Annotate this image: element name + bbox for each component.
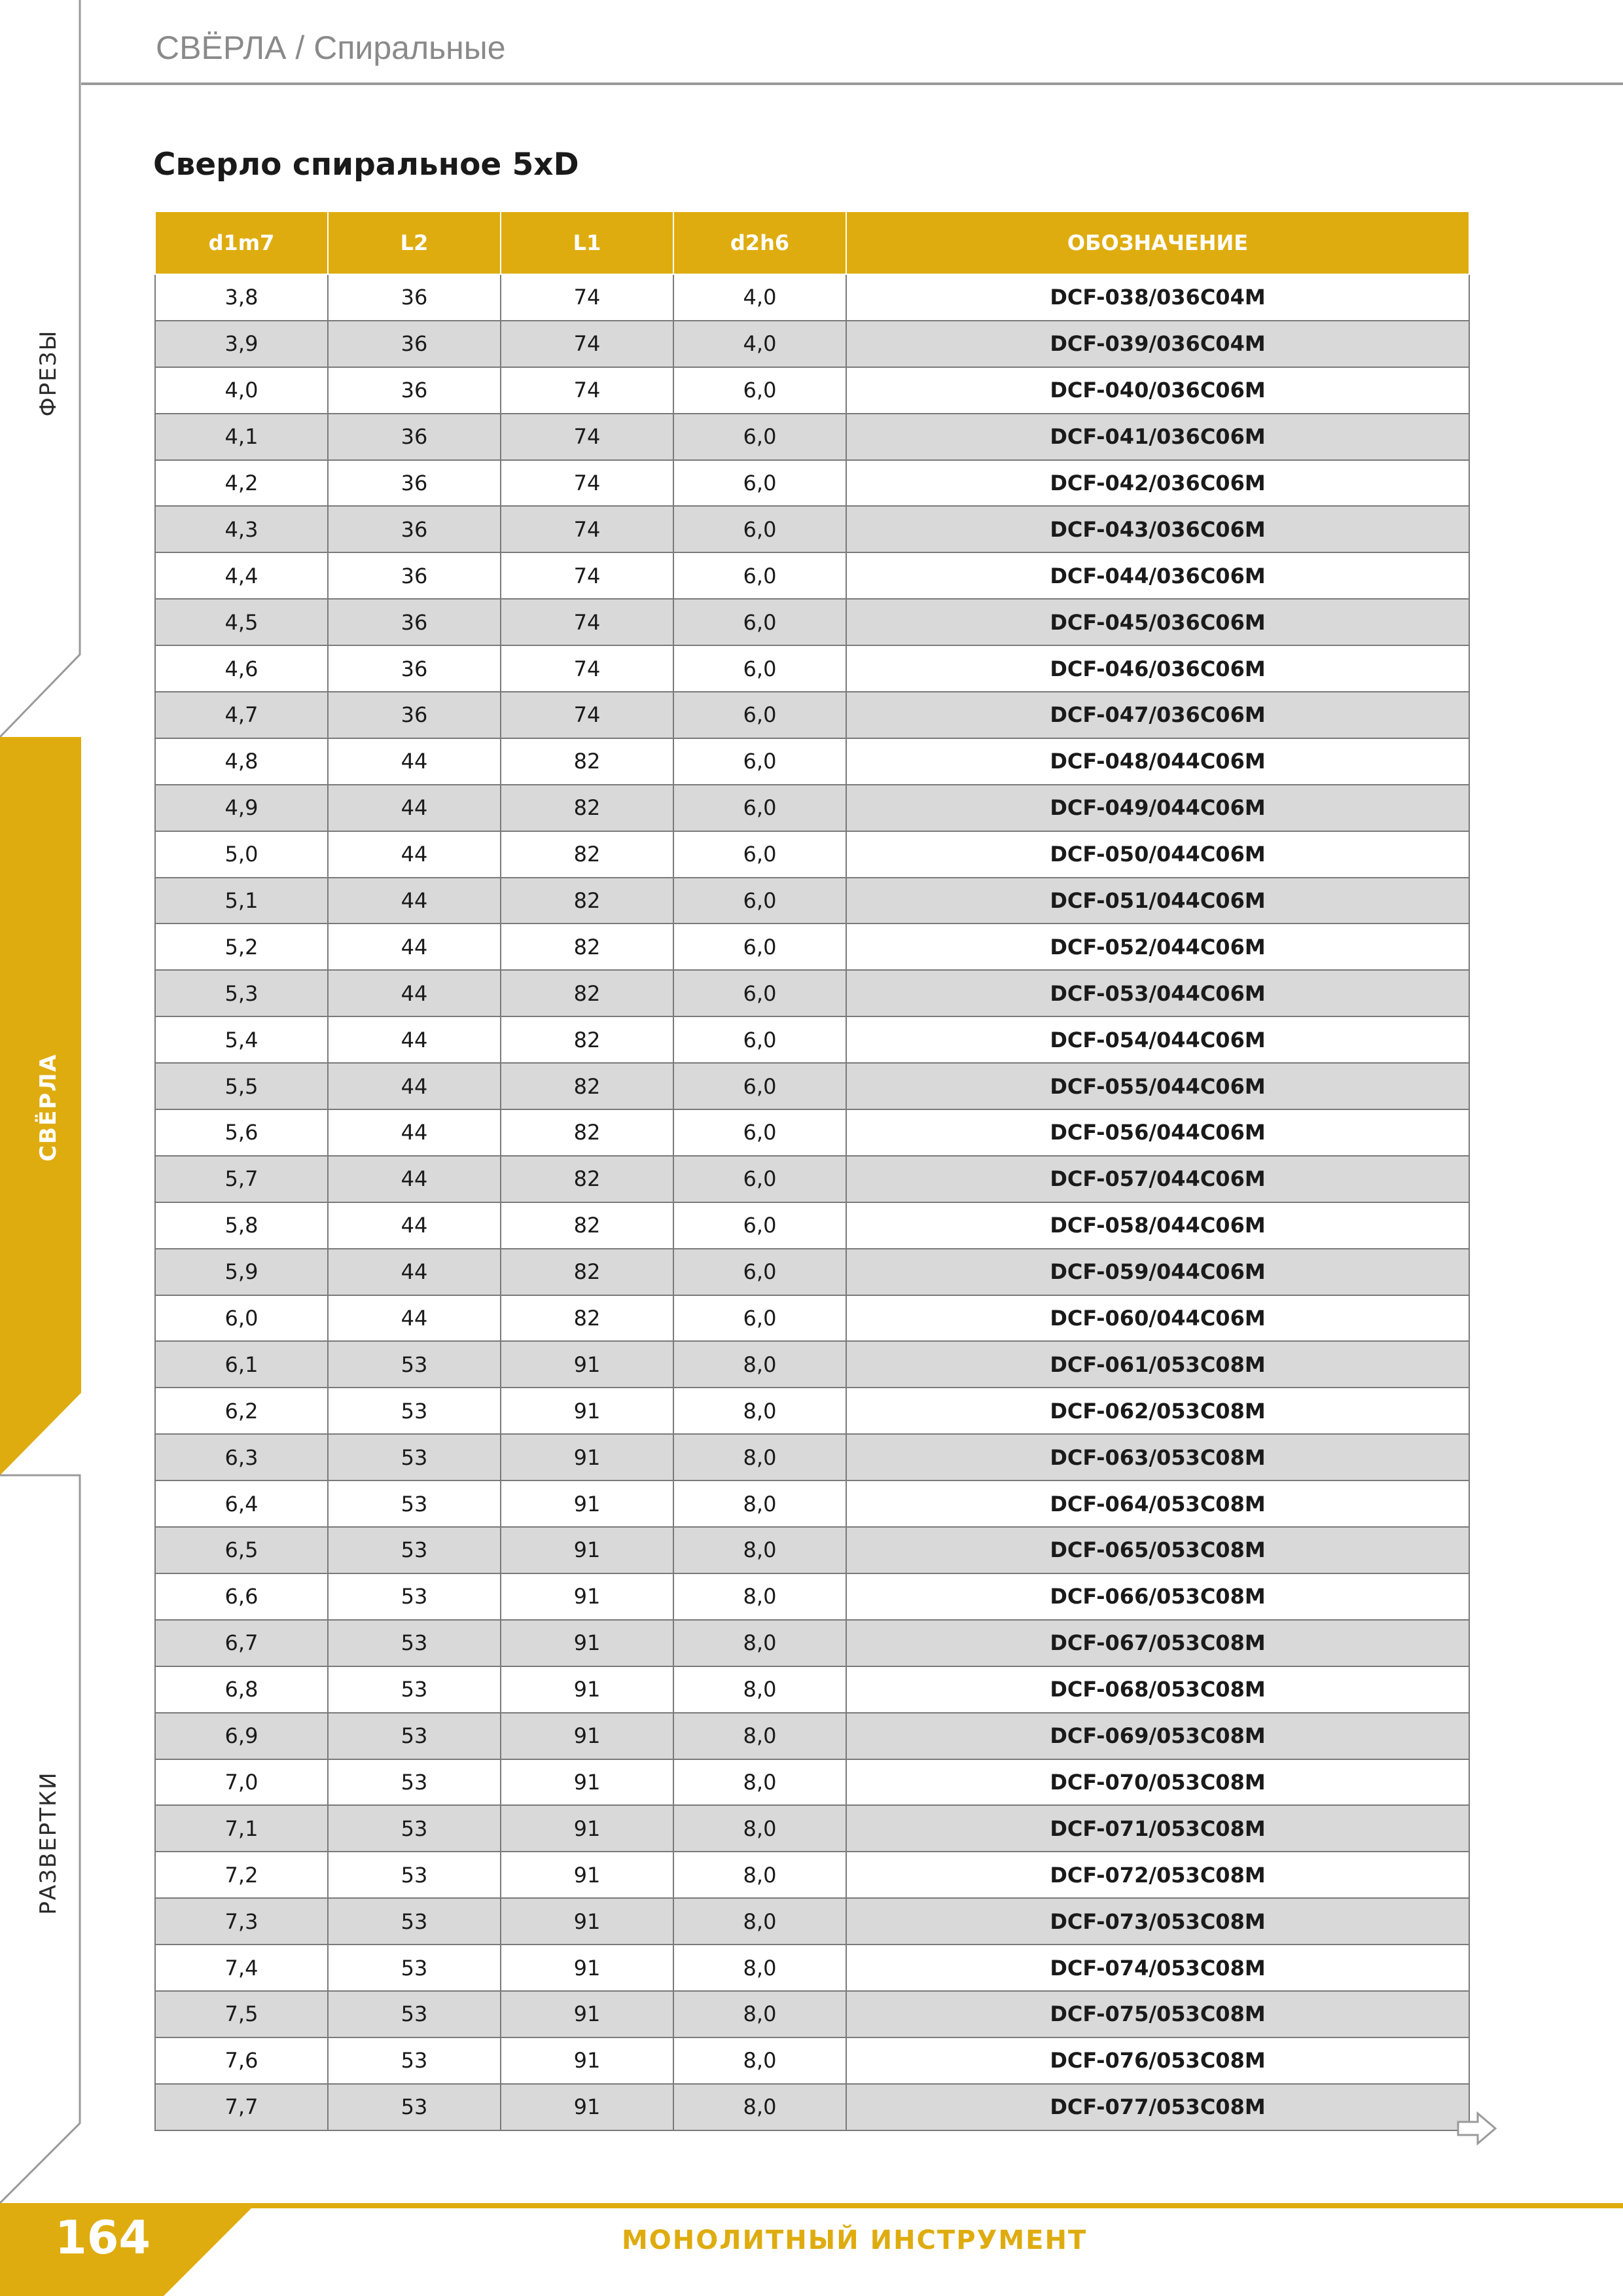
cell-l2: 53 xyxy=(328,1898,501,1945)
cell-d1m7: 5,2 xyxy=(155,924,328,970)
cell-d1m7: 4,7 xyxy=(155,692,328,738)
cell-l1: 82 xyxy=(501,1295,673,1342)
cell-designation: DCF-058/044C06M xyxy=(846,1202,1469,1249)
cell-l1: 82 xyxy=(501,1202,673,1249)
cell-d1m7: 5,0 xyxy=(155,831,328,878)
cell-designation: DCF-063/053C08M xyxy=(846,1434,1469,1480)
table-row xyxy=(155,645,1469,692)
sidebar-tab-sverla[interactable]: СВЁРЛА xyxy=(35,1053,62,1162)
table-row xyxy=(155,1063,1469,1109)
cell-l1: 91 xyxy=(501,1666,673,1713)
cell-l2: 36 xyxy=(328,506,501,552)
table-row xyxy=(155,1295,1469,1342)
cell-d2h6: 8,0 xyxy=(673,2037,846,2084)
table-row xyxy=(155,1109,1469,1156)
cell-l1: 82 xyxy=(501,738,673,785)
cell-d2h6: 4,0 xyxy=(673,321,846,367)
table-row xyxy=(155,1805,1469,1852)
header-divider xyxy=(81,82,1623,85)
cell-designation: DCF-056/044C06M xyxy=(846,1109,1469,1156)
cell-d2h6: 6,0 xyxy=(673,738,846,785)
cell-d2h6: 8,0 xyxy=(673,1713,846,1759)
cell-designation: DCF-067/053C08M xyxy=(846,1620,1469,1666)
cell-l1: 82 xyxy=(501,1249,673,1295)
cell-designation: DCF-047/036C06M xyxy=(846,692,1469,738)
cell-designation: DCF-038/036C04M xyxy=(846,274,1469,321)
breadcrumb: СВЁРЛА / Спиральные xyxy=(156,29,506,66)
cell-l1: 74 xyxy=(501,367,673,414)
cell-d2h6: 6,0 xyxy=(673,599,846,645)
cell-l2: 36 xyxy=(328,274,501,321)
cell-designation: DCF-046/036C06M xyxy=(846,645,1469,692)
table-row xyxy=(155,1852,1469,1898)
cell-l1: 91 xyxy=(501,1805,673,1852)
cell-d2h6: 8,0 xyxy=(673,1945,846,1991)
cell-d2h6: 6,0 xyxy=(673,1156,846,1202)
cell-d1m7: 5,7 xyxy=(155,1156,328,1202)
cell-d2h6: 8,0 xyxy=(673,1573,846,1620)
page-number: 164 xyxy=(55,2211,151,2265)
table-row xyxy=(155,1527,1469,1573)
table-row xyxy=(155,506,1469,552)
table-row xyxy=(155,831,1469,878)
cell-d2h6: 6,0 xyxy=(673,1063,846,1109)
cell-l1: 74 xyxy=(501,274,673,321)
cell-designation: DCF-055/044C06M xyxy=(846,1063,1469,1109)
cell-l2: 53 xyxy=(328,1573,501,1620)
table-row xyxy=(155,2084,1469,2130)
cell-l2: 53 xyxy=(328,1480,501,1527)
cell-l1: 91 xyxy=(501,1713,673,1759)
column-header-d1m7: d1m7 xyxy=(155,211,328,274)
cell-l2: 53 xyxy=(328,1527,501,1573)
cell-l1: 91 xyxy=(501,1898,673,1945)
cell-l2: 44 xyxy=(328,1295,501,1342)
cell-l2: 44 xyxy=(328,1202,501,1249)
cell-l1: 91 xyxy=(501,1527,673,1573)
cell-l1: 91 xyxy=(501,1434,673,1480)
cell-l1: 91 xyxy=(501,1620,673,1666)
cell-d1m7: 4,4 xyxy=(155,552,328,599)
table-row xyxy=(155,274,1469,321)
cell-l1: 74 xyxy=(501,599,673,645)
cell-designation: DCF-074/053C08M xyxy=(846,1945,1469,1991)
cell-l2: 53 xyxy=(328,1991,501,2037)
cell-d2h6: 6,0 xyxy=(673,1109,846,1156)
cell-d1m7: 4,8 xyxy=(155,738,328,785)
cell-l1: 74 xyxy=(501,414,673,460)
cell-d2h6: 6,0 xyxy=(673,970,846,1016)
table-row xyxy=(155,552,1469,599)
cell-designation: DCF-070/053C08M xyxy=(846,1759,1469,1806)
cell-l2: 44 xyxy=(328,785,501,831)
table-row xyxy=(155,1945,1469,1991)
cell-l2: 44 xyxy=(328,924,501,970)
cell-d2h6: 8,0 xyxy=(673,1620,846,1666)
cell-l2: 53 xyxy=(328,1341,501,1388)
cell-d1m7: 7,7 xyxy=(155,2084,328,2130)
cell-l1: 91 xyxy=(501,1388,673,1434)
column-header-d2h6: d2h6 xyxy=(673,211,846,274)
cell-designation: DCF-072/053C08M xyxy=(846,1852,1469,1898)
cell-l1: 74 xyxy=(501,552,673,599)
cell-l2: 36 xyxy=(328,599,501,645)
cell-d2h6: 8,0 xyxy=(673,1759,846,1806)
cell-d1m7: 4,1 xyxy=(155,414,328,460)
cell-d1m7: 4,6 xyxy=(155,645,328,692)
cell-d1m7: 7,5 xyxy=(155,1991,328,2037)
table-row xyxy=(155,924,1469,970)
cell-designation: DCF-051/044C06M xyxy=(846,878,1469,924)
cell-d1m7: 3,8 xyxy=(155,274,328,321)
cell-d2h6: 6,0 xyxy=(673,552,846,599)
cell-d2h6: 6,0 xyxy=(673,506,846,552)
cell-l1: 82 xyxy=(501,924,673,970)
cell-l2: 53 xyxy=(328,1713,501,1759)
table-row xyxy=(155,1249,1469,1295)
cell-designation: DCF-068/053C08M xyxy=(846,1666,1469,1713)
cell-l2: 36 xyxy=(328,414,501,460)
table-row xyxy=(155,1341,1469,1388)
cell-designation: DCF-054/044C06M xyxy=(846,1016,1469,1063)
cell-l2: 44 xyxy=(328,738,501,785)
cell-designation: DCF-040/036C06M xyxy=(846,367,1469,414)
cell-d1m7: 6,7 xyxy=(155,1620,328,1666)
cell-d2h6: 6,0 xyxy=(673,645,846,692)
cell-d1m7: 4,9 xyxy=(155,785,328,831)
table-row xyxy=(155,878,1469,924)
cell-d2h6: 8,0 xyxy=(673,1434,846,1480)
cell-l2: 53 xyxy=(328,1434,501,1480)
cell-l1: 82 xyxy=(501,1063,673,1109)
cell-d1m7: 6,9 xyxy=(155,1713,328,1759)
cell-l1: 91 xyxy=(501,1341,673,1388)
cell-designation: DCF-045/036C06M xyxy=(846,599,1469,645)
cell-d2h6: 6,0 xyxy=(673,831,846,878)
sidebar-tab-razvertki[interactable]: РАЗВЕРТКИ xyxy=(35,1771,62,1915)
cell-l2: 53 xyxy=(328,1805,501,1852)
sidebar-tab-frezy[interactable]: ФРЕЗЫ xyxy=(35,329,62,417)
cell-l1: 82 xyxy=(501,831,673,878)
cell-l2: 36 xyxy=(328,460,501,507)
cell-d1m7: 7,0 xyxy=(155,1759,328,1806)
cell-l1: 82 xyxy=(501,878,673,924)
spec-table xyxy=(154,211,1470,2131)
cell-l2: 53 xyxy=(328,2037,501,2084)
cell-d1m7: 4,2 xyxy=(155,460,328,507)
cell-d1m7: 4,5 xyxy=(155,599,328,645)
cell-l2: 53 xyxy=(328,1388,501,1434)
cell-designation: DCF-057/044C06M xyxy=(846,1156,1469,1202)
cell-designation: DCF-042/036C06M xyxy=(846,460,1469,507)
cell-designation: DCF-049/044C06M xyxy=(846,785,1469,831)
cell-d1m7: 5,6 xyxy=(155,1109,328,1156)
table-row xyxy=(155,1202,1469,1249)
cell-d1m7: 4,3 xyxy=(155,506,328,552)
cell-l1: 74 xyxy=(501,692,673,738)
cell-l2: 44 xyxy=(328,1016,501,1063)
cell-d1m7: 5,4 xyxy=(155,1016,328,1063)
cell-d1m7: 6,5 xyxy=(155,1527,328,1573)
cell-l1: 91 xyxy=(501,1573,673,1620)
cell-d2h6: 6,0 xyxy=(673,367,846,414)
cell-designation: DCF-059/044C06M xyxy=(846,1249,1469,1295)
table-row xyxy=(155,1991,1469,2037)
column-header-designation: ОБОЗНАЧЕНИЕ xyxy=(846,211,1469,274)
cell-d2h6: 6,0 xyxy=(673,1249,846,1295)
cell-d1m7: 6,6 xyxy=(155,1573,328,1620)
table-row xyxy=(155,1573,1469,1620)
cell-d1m7: 5,3 xyxy=(155,970,328,1016)
cell-d2h6: 8,0 xyxy=(673,1341,846,1388)
cell-d2h6: 6,0 xyxy=(673,1295,846,1342)
table-row xyxy=(155,599,1469,645)
cell-designation: DCF-039/036C04M xyxy=(846,321,1469,367)
cell-d2h6: 6,0 xyxy=(673,785,846,831)
cell-d2h6: 8,0 xyxy=(673,2084,846,2130)
cell-designation: DCF-076/053C08M xyxy=(846,2037,1469,2084)
cell-designation: DCF-060/044C06M xyxy=(846,1295,1469,1342)
cell-l1: 82 xyxy=(501,1156,673,1202)
cell-d1m7: 5,8 xyxy=(155,1202,328,1249)
cell-l2: 44 xyxy=(328,1109,501,1156)
cell-designation: DCF-041/036C06M xyxy=(846,414,1469,460)
cell-designation: DCF-048/044C06M xyxy=(846,738,1469,785)
cell-designation: DCF-050/044C06M xyxy=(846,831,1469,878)
cell-d1m7: 7,1 xyxy=(155,1805,328,1852)
cell-d1m7: 7,2 xyxy=(155,1852,328,1898)
cell-d1m7: 6,4 xyxy=(155,1480,328,1527)
cell-designation: DCF-053/044C06M xyxy=(846,970,1469,1016)
cell-l1: 74 xyxy=(501,321,673,367)
cell-d1m7: 5,1 xyxy=(155,878,328,924)
footer-caption: МОНОЛИТНЫЙ ИНСТРУМЕНТ xyxy=(622,2225,1088,2255)
cell-designation: DCF-061/053C08M xyxy=(846,1341,1469,1388)
cell-l2: 36 xyxy=(328,692,501,738)
cell-d1m7: 7,6 xyxy=(155,2037,328,2084)
cell-designation: DCF-071/053C08M xyxy=(846,1805,1469,1852)
cell-l2: 36 xyxy=(328,321,501,367)
cell-l1: 82 xyxy=(501,785,673,831)
cell-l2: 53 xyxy=(328,1759,501,1806)
table-row xyxy=(155,970,1469,1016)
cell-designation: DCF-069/053C08M xyxy=(846,1713,1469,1759)
table-header-row xyxy=(155,211,1469,274)
cell-designation: DCF-077/053C08M xyxy=(846,2084,1469,2130)
cell-d1m7: 6,8 xyxy=(155,1666,328,1713)
cell-l2: 53 xyxy=(328,1620,501,1666)
cell-designation: DCF-052/044C06M xyxy=(846,924,1469,970)
table-row xyxy=(155,738,1469,785)
cell-d2h6: 6,0 xyxy=(673,1016,846,1063)
table-row xyxy=(155,367,1469,414)
cell-l2: 44 xyxy=(328,831,501,878)
table-row xyxy=(155,1156,1469,1202)
cell-d1m7: 7,4 xyxy=(155,1945,328,1991)
cell-d2h6: 8,0 xyxy=(673,1666,846,1713)
cell-d2h6: 6,0 xyxy=(673,878,846,924)
cell-l2: 36 xyxy=(328,552,501,599)
cell-l1: 91 xyxy=(501,2084,673,2130)
cell-l2: 44 xyxy=(328,1156,501,1202)
cell-l1: 91 xyxy=(501,2037,673,2084)
cell-l2: 36 xyxy=(328,645,501,692)
column-header-l2: L2 xyxy=(328,211,501,274)
cell-l1: 91 xyxy=(501,1945,673,1991)
cell-l1: 82 xyxy=(501,970,673,1016)
cell-l1: 91 xyxy=(501,1480,673,1527)
cell-designation: DCF-065/053C08M xyxy=(846,1527,1469,1573)
cell-d1m7: 7,3 xyxy=(155,1898,328,1945)
cell-l2: 36 xyxy=(328,367,501,414)
cell-l1: 74 xyxy=(501,460,673,507)
cell-l1: 91 xyxy=(501,1991,673,2037)
cell-l2: 53 xyxy=(328,1666,501,1713)
cell-d2h6: 8,0 xyxy=(673,1991,846,2037)
cell-d2h6: 8,0 xyxy=(673,1852,846,1898)
section-title: Сверло спиральное 5xD xyxy=(153,147,579,183)
cell-d1m7: 5,9 xyxy=(155,1249,328,1295)
cell-designation: DCF-062/053C08M xyxy=(846,1388,1469,1434)
cell-d2h6: 6,0 xyxy=(673,924,846,970)
table-row xyxy=(155,1898,1469,1945)
cell-l1: 74 xyxy=(501,506,673,552)
cell-d1m7: 3,9 xyxy=(155,321,328,367)
cell-d2h6: 6,0 xyxy=(673,460,846,507)
cell-l2: 53 xyxy=(328,1852,501,1898)
cell-l1: 91 xyxy=(501,1852,673,1898)
cell-l2: 53 xyxy=(328,2084,501,2130)
cell-d1m7: 6,0 xyxy=(155,1295,328,1342)
table-row xyxy=(155,1388,1469,1434)
table-row xyxy=(155,692,1469,738)
cell-d1m7: 5,5 xyxy=(155,1063,328,1109)
cell-l1: 82 xyxy=(501,1016,673,1063)
cell-designation: DCF-075/053C08M xyxy=(846,1991,1469,2037)
cell-d1m7: 6,3 xyxy=(155,1434,328,1480)
table-row xyxy=(155,460,1469,507)
cell-d1m7: 6,2 xyxy=(155,1388,328,1434)
cell-d2h6: 8,0 xyxy=(673,1805,846,1852)
table-row xyxy=(155,1713,1469,1759)
table-row xyxy=(155,1016,1469,1063)
table-row xyxy=(155,1666,1469,1713)
cell-l2: 53 xyxy=(328,1945,501,1991)
cell-d2h6: 6,0 xyxy=(673,1202,846,1249)
cell-designation: DCF-043/036C06M xyxy=(846,506,1469,552)
table-row xyxy=(155,414,1469,460)
cell-designation: DCF-044/036C06M xyxy=(846,552,1469,599)
arrow-right-outline-icon[interactable] xyxy=(1457,2111,1497,2145)
cell-l1: 82 xyxy=(501,1109,673,1156)
cell-designation: DCF-066/053C08M xyxy=(846,1573,1469,1620)
cell-l1: 74 xyxy=(501,645,673,692)
cell-d2h6: 6,0 xyxy=(673,414,846,460)
cell-d2h6: 8,0 xyxy=(673,1898,846,1945)
cell-d2h6: 8,0 xyxy=(673,1388,846,1434)
cell-designation: DCF-073/053C08M xyxy=(846,1898,1469,1945)
cell-l2: 44 xyxy=(328,1063,501,1109)
cell-d2h6: 8,0 xyxy=(673,1480,846,1527)
table-row xyxy=(155,1434,1469,1480)
table-row xyxy=(155,1480,1469,1527)
cell-l2: 44 xyxy=(328,878,501,924)
cell-d2h6: 6,0 xyxy=(673,692,846,738)
cell-designation: DCF-064/053C08M xyxy=(846,1480,1469,1527)
cell-l1: 91 xyxy=(501,1759,673,1806)
cell-d2h6: 8,0 xyxy=(673,1527,846,1573)
table-row xyxy=(155,2037,1469,2084)
table-row xyxy=(155,321,1469,367)
column-header-l1: L1 xyxy=(501,211,673,274)
cell-d1m7: 6,1 xyxy=(155,1341,328,1388)
table-row xyxy=(155,1759,1469,1806)
table-row xyxy=(155,1620,1469,1666)
cell-l2: 44 xyxy=(328,1249,501,1295)
table-row xyxy=(155,785,1469,831)
cell-d2h6: 4,0 xyxy=(673,274,846,321)
cell-d1m7: 4,0 xyxy=(155,367,328,414)
cell-l2: 44 xyxy=(328,970,501,1016)
